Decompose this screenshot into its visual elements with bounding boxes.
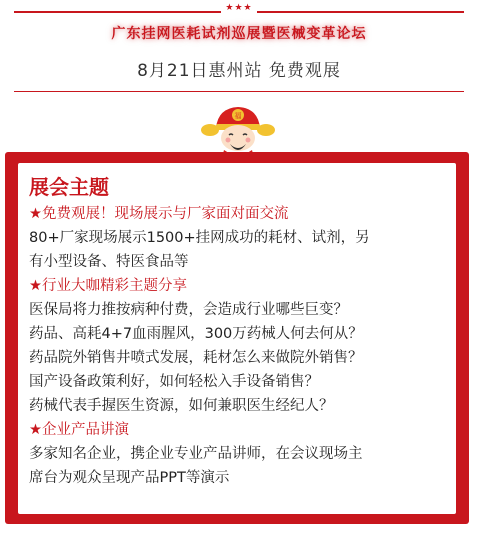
star-ornament: ★★★ — [0, 3, 478, 13]
section-line: 有小型设备、特医食品等 — [29, 254, 189, 270]
section-line: 药品院外销售井喷式发展，耗材怎么来做院外销售？ — [29, 350, 363, 366]
section-line: 多家知名企业，携企业专业产品讲师，在会议现场主 — [29, 446, 363, 462]
page-subtitle: 8月21日惠州站 免费观展 — [137, 61, 341, 81]
section-line: 席台为观众呈现产品PPT等演示 — [29, 470, 230, 486]
section-line: 国产设备政策利好，如何轻松入手设备销售？ — [29, 374, 319, 390]
subtitle-divider — [14, 91, 464, 92]
section-title-expert-talks: ★行业大咖精彩主题分享 — [29, 278, 187, 294]
section-line: 药械代表手握医生资源，如何兼职医生经纪人？ — [29, 398, 334, 414]
section-line: 80+厂家现场展示1500+挂网成功的耗材、试剂，另 — [29, 230, 370, 246]
theme-content — [29, 173, 449, 490]
page-title: 广东挂网医耗试剂巡展暨医械变革论坛 — [111, 26, 367, 42]
theme-panel — [5, 152, 469, 524]
section-line: 医保局将力推按病种付费，会造成行业哪些巨变？ — [29, 302, 348, 318]
section-title-product-talks: ★企业产品讲演 — [29, 422, 129, 438]
section-title-free-expo: ★免费观展！现场展示与厂家面对面交流 — [29, 206, 289, 222]
panel-heading: 展会主题 — [29, 175, 109, 199]
section-line: 药品、高耗4+7血雨腥风，300万药械人何去何从？ — [29, 326, 363, 342]
theme-panel-body — [18, 163, 456, 514]
caishen-mascot-icon — [200, 104, 276, 158]
mascot-badge: 福 — [234, 112, 242, 120]
